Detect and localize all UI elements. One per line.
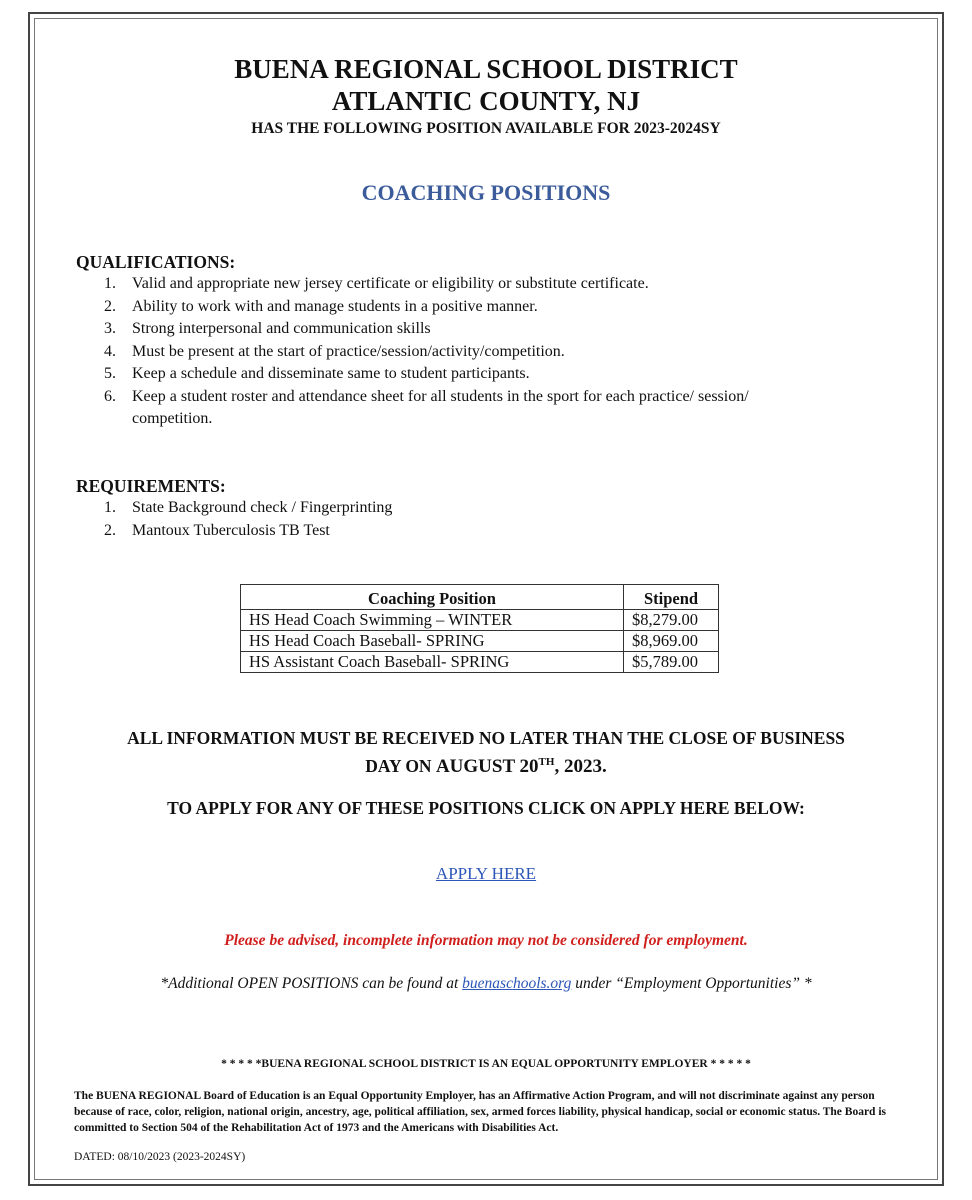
stipend-cell: $5,789.00 [624,652,719,673]
apply-instruction: TO APPLY FOR ANY OF THESE POSITIONS CLICK ON APPLY HERE BELOW: [167,798,805,818]
list-item: 1. State Background check / Fingerprinting [104,499,393,516]
buenaschools-link[interactable]: buenaschools.org [462,975,572,992]
table-row [241,631,719,652]
positions-table [240,584,719,673]
position-cell: HS Head Coach Baseball- SPRING [241,631,624,652]
county-name: ATLANTIC COUNTY, NJ [331,86,641,116]
column-header-position: Coaching Position [241,585,624,610]
list-item: 1. Valid and appropriate new jersey certificate or eligibility or substitute certificate. [104,275,649,292]
deadline-line-1: ALL INFORMATION MUST BE RECEIVED NO LATER THAN THE CLOSE OF BUSINESS [127,728,845,748]
requirements-heading: REQUIREMENTS: [76,476,226,496]
header-subtitle: HAS THE FOLLOWING POSITION AVAILABLE FOR 2023-2024SY [251,120,721,137]
additional-positions-note: *Additional OPEN POSITIONS can be found at buenaschools.org under “Employment Opportunities” * [160,975,812,992]
eoe-paragraph: The BUENA REGIONAL Board of Education is an Equal Opportunity Employer, has an Affirmative Action Program, and will not discriminate against any person because of race, color, religion, national origin, ancestry, age, political affiliation, sex, armed forces liability, physical handicap, social or economic status. The Board is committed to Section 504 of the Rehabilitation Act of 1973 and the Americans with Disabilities Act. [74,1090,887,1134]
table-row [241,610,719,631]
qualifications-heading: QUALIFICATIONS: [76,252,236,272]
eoe-statement: * * * * *BUENA REGIONAL SCHOOL DISTRICT IS AN EQUAL OPPORTUNITY EMPLOYER * * * * * [221,1058,751,1070]
list-item: 6. Keep a student roster and attendance sheet for all students in the sport for each practice/ session/ competition. [104,387,749,427]
stipend-cell: $8,279.00 [624,610,719,631]
list-item: 3. Strong interpersonal and communication skills [104,320,431,337]
table-header-row [241,585,719,610]
position-cell: HS Assistant Coach Baseball- SPRING [241,652,624,673]
list-item: 2. Mantoux Tuberculosis TB Test [104,521,330,539]
table-row [241,652,719,673]
apply-here-link[interactable]: APPLY HERE [435,864,537,883]
incomplete-warning: Please be advised, incomplete information may not be considered for employment. [224,932,748,949]
deadline-line-2: DAY ON AUGUST 20TH, 2023. [365,755,607,777]
deadline-date: AUGUST 20 [435,755,539,777]
list-item: 4. Must be present at the start of practice/session/activity/competition. [104,342,565,360]
date-superscript: TH [538,756,555,768]
dated-line: DATED: 08/10/2023 (2023-2024SY) [74,1151,246,1163]
requirements-list [76,497,906,542]
qualifications-list [76,273,906,431]
position-cell: HS Head Coach Swimming – WINTER [241,610,624,631]
page-title: COACHING POSITIONS [361,180,611,205]
column-header-stipend: Stipend [624,585,719,610]
list-item: 5. Keep a schedule and disseminate same to student participants. [104,365,530,382]
stipend-cell: $8,969.00 [624,631,719,652]
district-name: BUENA REGIONAL SCHOOL DISTRICT [234,54,738,84]
list-item: 2. Ability to work with and manage students in a positive manner. [104,297,538,315]
